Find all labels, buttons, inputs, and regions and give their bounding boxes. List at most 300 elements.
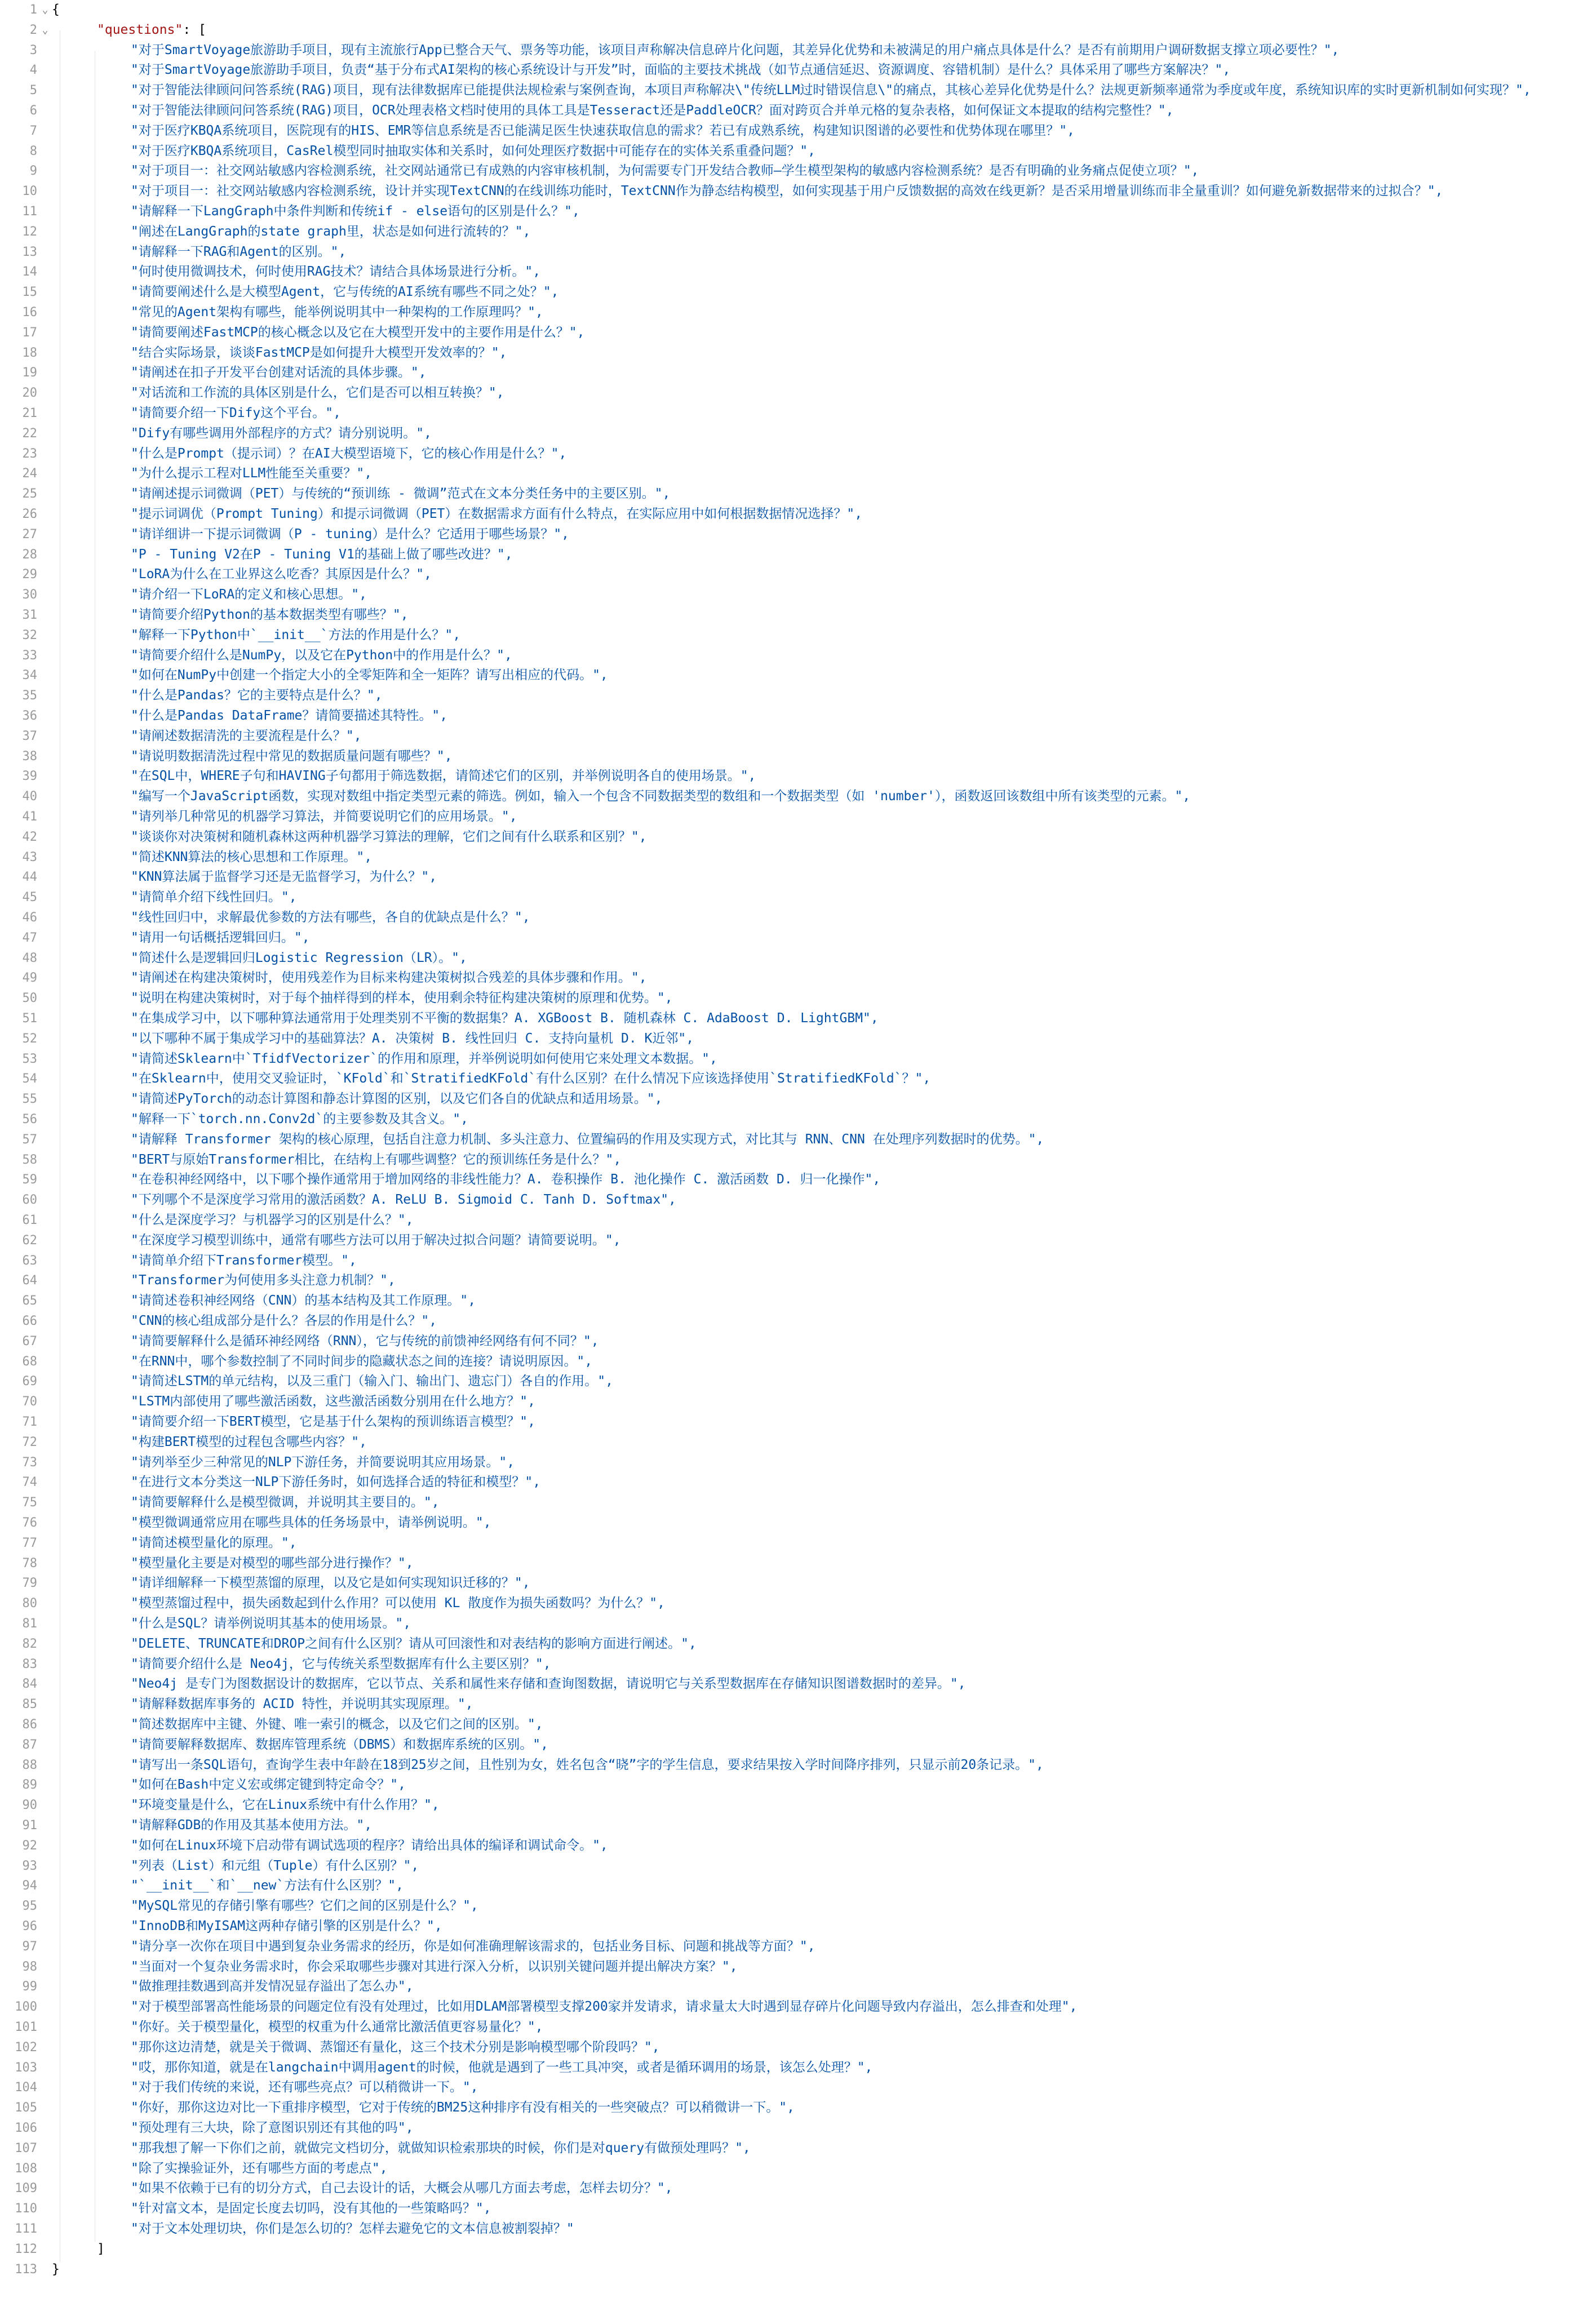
- code-line: [0, 1594, 1596, 1614]
- line-number: 27: [22, 527, 37, 542]
- line-number: 34: [22, 668, 37, 683]
- line-number: 1: [29, 3, 37, 17]
- question-string: "Dify有哪些调用外部程序的方式？请分别说明。",: [131, 425, 432, 441]
- question-string: "对于模型部署高性能场景的问题定位有没有处理过，比如用DLAM部署模型支撑200家并发请求，请求量太大时遇到显存碎片化问题导致内存溢出，怎么排查和处理",: [131, 1999, 1078, 2015]
- line-content: [131, 161, 1199, 181]
- line-content: [131, 1856, 419, 1876]
- code-line: [0, 726, 1596, 747]
- line-content: [131, 2139, 751, 2159]
- line-content: [131, 1311, 437, 1332]
- code-line: [0, 2038, 1596, 2058]
- code-line: [0, 565, 1596, 585]
- line-content: [131, 1291, 476, 1311]
- code-line: [0, 141, 1596, 162]
- question-string: "什么是Prompt（提示词）？在AI大模型语境下，它的核心作用是什么？",: [131, 446, 567, 461]
- code-line: [0, 2219, 1596, 2239]
- line-content: [131, 141, 815, 162]
- question-string: "如何在Linux环境下启动带有调试选项的程序？请给出具体的编译和调试命令。",: [131, 1838, 608, 1853]
- line-number: 84: [22, 1677, 37, 1692]
- code-line: [0, 2179, 1596, 2199]
- question-string: "对于项目一：社交网站敏感内容检测系统，设计并实现TextCNN的在线训练功能时，TextCNN作为静态结构模型，如何实现基于用户反馈数据的高效在线更新？是否采用增量训练而非全量重训？如何避免新数据带来的过拟合？",: [131, 184, 1443, 199]
- line-number: 9: [29, 164, 37, 179]
- line-content: [131, 121, 1075, 141]
- line-number: 61: [22, 1213, 37, 1227]
- line-number: 62: [22, 1233, 37, 1248]
- line-content: [131, 1836, 608, 1856]
- question-string: "KNN算法属于监督学习还是无监督学习，为什么？",: [131, 869, 437, 885]
- line-content: [131, 1795, 440, 1816]
- code-line: [0, 121, 1596, 141]
- line-content: [131, 2219, 574, 2239]
- code-line: [0, 2058, 1596, 2078]
- line-content: [131, 1170, 880, 1190]
- line-content: [131, 1251, 357, 1271]
- line-content: [131, 1150, 621, 1170]
- question-string: "哎，那你知道，就是在langchain中调用agent的时候，他就是遇到了一些工具冲突，或者是循环调用的场景，该怎么处理？",: [131, 2060, 873, 2075]
- question-string: "对于我们传统的来说，还有哪些亮点？可以稍微讲一下。",: [131, 2080, 478, 2095]
- code-line: [0, 303, 1596, 323]
- question-string: "BERT与原始Transformer相比，在结构上有哪些调整？它的预训练任务是什么？",: [131, 1152, 622, 1167]
- line-content: [131, 686, 383, 706]
- line-number: 32: [22, 628, 37, 642]
- line-content: [131, 383, 504, 403]
- line-content: [131, 766, 756, 787]
- line-content: [131, 1130, 1044, 1150]
- question-string: "请简述卷积神经网络（CNN）的基本结构及其工作原理。",: [131, 1293, 476, 1308]
- line-content: [131, 1352, 592, 1372]
- question-string: "请解释一下LangGraph中条件判断和传统if - else语句的区别是什么？",: [131, 204, 580, 219]
- question-string: "如果不依赖于已有的切分方式，自己去设计的话，大概会从哪几方面去考虑，怎样去切分？",: [131, 2181, 673, 2196]
- question-string: "那你这边清楚，就是关于微调、蒸馏还有量化，这三个技术分别是影响模型哪个阶段吗？",: [131, 2039, 660, 2055]
- code-line: [0, 1715, 1596, 1735]
- code-line: [0, 1735, 1596, 1755]
- line-content: [131, 585, 367, 605]
- code-line: [0, 1291, 1596, 1311]
- line-content: [131, 827, 647, 848]
- line-number: 101: [15, 2020, 37, 2034]
- question-string: "P - Tuning V2在P - Tuning V1的基础上做了哪些改进？",: [131, 547, 513, 562]
- code-line: [0, 484, 1596, 504]
- code-line: [0, 1856, 1596, 1876]
- line-number: 89: [22, 1778, 37, 1793]
- code-line: [0, 504, 1596, 525]
- line-content: [131, 646, 512, 666]
- line-content: [131, 41, 1339, 61]
- code-line: [0, 1311, 1596, 1332]
- question-string: "对于文本处理切块，你们是怎么切的？怎样去避免它的文本信息被割裂掉？": [131, 2221, 574, 2236]
- line-content: [131, 1271, 396, 1291]
- line-number: 49: [22, 971, 37, 986]
- line-content: [131, 968, 647, 988]
- question-string: "请用一句话概括逻辑回归。",: [131, 930, 310, 945]
- question-string: "何时使用微调技术，何时使用RAG技术？请结合具体场景进行分析。",: [131, 264, 541, 280]
- line-number: 47: [22, 930, 37, 945]
- line-content: [131, 504, 862, 525]
- code-line: [0, 1836, 1596, 1856]
- code-line: [0, 464, 1596, 484]
- question-string: "编写一个JavaScript函数，实现对数组中指定类型元素的筛选。例如，输入一个包含不同数据类型的数组和一个数据类型（如 'number'），函数返回该数组中所有该类型的元素。",: [131, 789, 1191, 804]
- line-content: [131, 787, 1190, 807]
- code-line: [0, 1029, 1596, 1049]
- line-number: 76: [22, 1516, 37, 1530]
- line-number: 74: [22, 1475, 37, 1490]
- line-content: [131, 343, 507, 363]
- question-string: "对于SmartVoyage旅游助手项目，现有主流旅行App已整合天气、票务等功能，该项目声称解决信息碎片化问题，其差异化优势和未被满足的用户痛点具体是什么？是否有前期用户调研数据支撑立项必要性？",: [131, 42, 1340, 57]
- code-line: [0, 202, 1596, 222]
- line-content: [131, 1372, 613, 1392]
- line-number: 2: [29, 23, 37, 37]
- question-string: "构建BERT模型的过程包含哪些内容？",: [131, 1434, 367, 1449]
- code-line: [0, 1816, 1596, 1836]
- code-line: [0, 1392, 1596, 1412]
- code-line: [0, 262, 1596, 282]
- line-number: 97: [22, 1939, 37, 1954]
- line-number: 82: [22, 1636, 37, 1651]
- code-line: [0, 1896, 1596, 1917]
- question-string: "对于SmartVoyage旅游助手项目，负责“基于分布式AI架构的核心系统设计与开发”时，面临的主要技术挑战（如节点通信延迟、资源调度、容错机制）是什么？具体采用了哪些方案解决？",: [131, 63, 1231, 78]
- question-string: "结合实际场景，谈谈FastMCP是如何提升大模型开发效率的？",: [131, 345, 507, 360]
- line-number: 55: [22, 1092, 37, 1107]
- line-content: [131, 303, 543, 323]
- code-line: [0, 747, 1596, 767]
- code-line: [0, 1493, 1596, 1513]
- question-string: "针对富文本，是固定长度去切吗，没有其他的一些策略吗？",: [131, 2201, 491, 2216]
- code-line: [0, 766, 1596, 787]
- line-number: 73: [22, 1455, 37, 1470]
- code-line: [0, 1150, 1596, 1170]
- line-number: 39: [22, 769, 37, 784]
- line-number: 57: [22, 1132, 37, 1147]
- question-string: "在深度学习模型训练中，通常有哪些方法可以用于解决过拟合问题？请简要说明。",: [131, 1232, 621, 1248]
- line-content: [131, 1029, 694, 1049]
- code-line: [0, 1231, 1596, 1251]
- code-line: [0, 1332, 1596, 1352]
- line-number: 72: [22, 1435, 37, 1449]
- question-string: "那我想了解一下你们之前，就做完文档切分，就做知识检索那块的时候，你们是对query有做预处理吗？",: [131, 2140, 751, 2155]
- line-number: 51: [22, 1012, 37, 1026]
- line-content: [131, 948, 467, 969]
- code-line: [0, 1937, 1596, 1957]
- line-number: 8: [29, 144, 37, 158]
- line-number: 94: [22, 1879, 37, 1893]
- line-content: [131, 988, 673, 1009]
- line-content: [131, 1694, 473, 1715]
- code-line: [0, 383, 1596, 403]
- question-string: "阐述在LangGraph的state graph里，状态是如何进行流转的？",: [131, 224, 531, 239]
- question-string: "请简要介绍Python的基本数据类型有哪些？",: [131, 607, 409, 622]
- question-string: "请列举至少三种常见的NLP下游任务，并简要说明其应用场景。",: [131, 1454, 515, 1470]
- code-line: [0, 1917, 1596, 1937]
- line-content: [131, 525, 569, 545]
- question-string: "`__init__`和`__new`方法有什么区别？",: [131, 1878, 404, 1893]
- code-line: [0, 1694, 1596, 1715]
- question-string: "请简要阐述什么是大模型Agent，它与传统的AI系统有哪些不同之处？",: [131, 285, 559, 300]
- line-number: 58: [22, 1152, 37, 1167]
- question-string: "请简要介绍什么是NumPy，以及它在Python中的作用是什么？",: [131, 647, 512, 663]
- code-line: [0, 2017, 1596, 2038]
- line-content: [131, 1554, 414, 1574]
- line-content: [131, 1876, 404, 1896]
- code-line: [0, 625, 1596, 646]
- code-line: [0, 2098, 1596, 2118]
- code-line: [0, 605, 1596, 625]
- question-string: "请阐述提示词微调（PET）与传统的“预训练 - 微调”范式在文本分类任务中的主要区别。",: [131, 486, 671, 502]
- line-number: 45: [22, 890, 37, 905]
- question-string: "请解释GDB的作用及其基本使用方法。",: [131, 1818, 373, 1833]
- line-content: {: [52, 2, 60, 17]
- question-string: "请解释数据库事务的 ACID 特性，并说明其实现原理。",: [131, 1697, 473, 1712]
- line-content: [131, 1412, 535, 1432]
- question-string: "请列举几种常见的机器学习算法，并简要说明它们的应用场景。",: [131, 809, 517, 824]
- code-line: [0, 2139, 1596, 2159]
- code-line: [0, 1069, 1596, 1089]
- line-number: 91: [22, 1818, 37, 1833]
- line-content: [131, 1332, 599, 1352]
- line-number: 75: [22, 1496, 37, 1510]
- question-string: "对于医疗KBQA系统项目，CasRel模型同时抽取实体和关系时，如何处理医疗数据中可能存在的实体关系重叠问题？",: [131, 143, 816, 158]
- line-content: [131, 2017, 543, 2038]
- code-line: [0, 323, 1596, 343]
- line-content: [131, 444, 566, 464]
- code-line: [0, 888, 1596, 908]
- line-content: [131, 202, 580, 222]
- code-line: [0, 181, 1596, 202]
- code-line: [0, 0, 1596, 20]
- question-string: "在进行文本分类这一NLP下游任务时，如何选择合适的特征和模型？",: [131, 1475, 541, 1490]
- question-string: "对于智能法律顾问问答系统(RAG)项目，现有法律数据库已能提供法规检索与案例查询，本项目声称解决\"传统LLM过时错误信息\"的痛点，其核心差异化优势是什么？法规更新频率通常为季度或年度，系统知识库的实时更新机制如何实现？",: [131, 83, 1531, 98]
- code-line: [0, 20, 1596, 41]
- code-line: [0, 343, 1596, 363]
- line-content: [131, 1896, 478, 1917]
- line-content: [131, 1573, 530, 1594]
- code-line: [0, 2199, 1596, 2219]
- line-content: [131, 60, 1230, 81]
- code-line: [0, 686, 1596, 706]
- code-line: [0, 1957, 1596, 1977]
- line-number: 14: [22, 265, 37, 280]
- line-content: [131, 484, 670, 504]
- code-line: [0, 444, 1596, 464]
- line-content: [131, 222, 531, 242]
- line-number: 5: [29, 83, 37, 98]
- question-string: "请解释 Transformer 架构的核心原理，包括自注意力机制、多头注意力、位置编码的作用及实现方式，对比其与 RNN、CNN 在处理序列数据时的优势。",: [131, 1132, 1044, 1147]
- line-number: 46: [22, 911, 37, 925]
- question-string: "请简要解释什么是循环神经网络（RNN），它与传统的前馈神经网络有何不同？",: [131, 1333, 599, 1348]
- line-number: 99: [22, 1980, 37, 1994]
- line-content: [131, 2038, 660, 2058]
- code-line: [0, 2239, 1596, 2260]
- line-number: 53: [22, 1052, 37, 1066]
- code-line: [0, 282, 1596, 303]
- question-string: "请简要介绍什么是 Neo4j，它与传统关系型数据库有什么主要区别？",: [131, 1656, 551, 1671]
- question-string: "模型蒸馏过程中，损失函数起到什么作用？可以使用 KL 散度作为损失函数吗？为什么？",: [131, 1596, 665, 1611]
- line-content: [131, 1049, 717, 1070]
- line-content: [131, 848, 372, 868]
- line-number: 48: [22, 951, 37, 965]
- line-number: 102: [15, 2040, 37, 2055]
- line-content: [131, 1453, 515, 1473]
- line-number: 10: [22, 184, 37, 199]
- line-content: [131, 1210, 414, 1231]
- line-number: 77: [22, 1536, 37, 1550]
- line-content: [131, 464, 372, 484]
- line-content: [131, 1432, 367, 1453]
- question-string: "对于项目一：社交网站敏感内容检测系统，社交网站通常已有成熟的内容审核机制，为何需要专门开发结合教师—学生模型架构的敏感内容检测系统？是否有明确的业务痛点促使立项？",: [131, 163, 1199, 179]
- question-string: "请阐述在扣子开发平台创建对话流的具体步骤。",: [131, 365, 427, 380]
- question-string: "对于医疗KBQA系统项目，医院现有的HIS、EMR等信息系统是否已能满足医生快速获取信息的需求？若已有成熟系统，构建知识图谱的必要性和优势体现在哪里？",: [131, 123, 1075, 138]
- fold-chevron-icon[interactable]: ⌄: [42, 4, 48, 16]
- line-number: 80: [22, 1596, 37, 1611]
- line-content: [131, 565, 432, 585]
- question-string: "请阐述数据清洗的主要流程是什么？",: [131, 728, 362, 743]
- line-number: 23: [22, 446, 37, 461]
- code-line: [0, 646, 1596, 666]
- question-string: "预处理有三大块，除了意图识别还有其他的吗",: [131, 2120, 414, 2135]
- code-line: [0, 1372, 1596, 1392]
- line-number: 21: [22, 406, 37, 420]
- code-line: [0, 161, 1596, 181]
- line-content: [131, 1755, 1044, 1776]
- code-line: [0, 1795, 1596, 1816]
- line-content: [131, 625, 460, 646]
- code-line: [0, 787, 1596, 807]
- line-number: 88: [22, 1758, 37, 1772]
- code-line: [0, 525, 1596, 545]
- question-string: "以下哪种不属于集成学习中的基础算法？A. 决策树 B. 线性回归 C. 支持向量机 D. K近邻",: [131, 1031, 694, 1046]
- line-content: [131, 242, 346, 263]
- code-line: [0, 1876, 1596, 1896]
- question-string: "在SQL中，WHERE子句和HAVING子句都用于筛选数据，请简述它们的区别，并举例说明各自的使用场景。",: [131, 769, 756, 784]
- line-content: [131, 726, 362, 747]
- question-string: "请介绍一下LoRA的定义和核心思想。",: [131, 587, 367, 602]
- question-string: "请简要阐述FastMCP的核心概念以及它在大模型开发中的主要作用是什么？",: [131, 325, 585, 340]
- line-number: 17: [22, 325, 37, 340]
- question-string: "常见的Agent架构有哪些，能举例说明其中一种架构的工作原理吗？",: [131, 305, 543, 320]
- code-line: [0, 41, 1596, 61]
- line-number: 37: [22, 729, 37, 743]
- question-string: "Neo4j 是专门为图数据设计的数据库，它以节点、关系和属性来存储和查询图数据，请说明它与关系型数据库在存储知识图谱数据时的差异。",: [131, 1676, 966, 1692]
- line-content: [131, 1231, 621, 1251]
- question-string: "说明在构建决策树时，对于每个抽样得到的样本，使用剩余特征构建决策树的原理和优势。",: [131, 991, 673, 1006]
- line-number: 20: [22, 386, 37, 401]
- question-string: "请简要解释数据库、数据库管理系统（DBMS）和数据库系统的区别。",: [131, 1737, 548, 1752]
- line-number: 83: [22, 1657, 37, 1671]
- line-content: [131, 2058, 872, 2078]
- line-number: 41: [22, 810, 37, 824]
- code-line: [0, 1755, 1596, 1776]
- line-number: 65: [22, 1294, 37, 1308]
- line-content: [97, 20, 206, 41]
- code-line: [0, 1997, 1596, 2017]
- line-number: 112: [15, 2242, 37, 2256]
- line-number: 64: [22, 1274, 37, 1288]
- question-string: "请阐述在构建决策树时，使用残差作为目标来构建决策树拟合残差的具体步骤和作用。",: [131, 970, 647, 986]
- line-number: 35: [22, 689, 37, 703]
- line-content: [131, 1775, 406, 1795]
- line-number: 93: [22, 1858, 37, 1873]
- line-number: 52: [22, 1031, 37, 1046]
- line-content: [131, 1089, 662, 1110]
- question-string: "如何在Bash中定义宏或绑定键到特定命令？",: [131, 1777, 406, 1793]
- code-line: [0, 1210, 1596, 1231]
- code-line: [0, 585, 1596, 605]
- question-string: "请写出一条SQL语句，查询学生表中年龄在18到25岁之间，且性别为女，姓名包含“晓”字的学生信息，要求结果按入学时间降序排列，只显示前20条记录。",: [131, 1757, 1044, 1772]
- line-number: 15: [22, 285, 37, 300]
- code-line: [0, 363, 1596, 383]
- line-content: }: [52, 2261, 60, 2277]
- code-line: [0, 1634, 1596, 1654]
- line-content: [131, 1392, 535, 1412]
- line-number: 63: [22, 1253, 37, 1268]
- line-number: 44: [22, 870, 37, 885]
- code-line: [0, 1513, 1596, 1533]
- code-line: [0, 403, 1596, 424]
- line-content: [131, 605, 409, 625]
- code-line: [0, 1533, 1596, 1554]
- line-content: [131, 1513, 491, 1533]
- question-string: "CNN的核心组成部分是什么？各层的作用是什么？",: [131, 1314, 437, 1328]
- question-string: "请分享一次你在项目中遇到复杂业务需求的经历，你是如何准确理解该需求的，包括业务目标、问题和挑战等方面？",: [131, 1938, 815, 1954]
- line-content: [131, 1533, 297, 1554]
- line-number: 105: [15, 2101, 37, 2115]
- question-string: "请简要解释什么是模型微调，并说明其主要目的。",: [131, 1495, 440, 1510]
- question-string: "环境变量是什么，它在Linux系统中有什么作用？",: [131, 1798, 440, 1813]
- code-line: [0, 1472, 1596, 1493]
- line-content: [131, 1614, 411, 1634]
- line-number: 6: [29, 104, 37, 118]
- line-number: 69: [22, 1374, 37, 1389]
- code-line: [0, 242, 1596, 263]
- line-content: [131, 706, 447, 726]
- line-content: [131, 1594, 665, 1614]
- question-string: "请简单介绍下线性回归。",: [131, 890, 297, 905]
- question-string: "模型微调通常应用在哪些具体的任务场景中，请举例说明。",: [131, 1515, 491, 1530]
- line-number: 108: [15, 2161, 37, 2176]
- fold-chevron-icon[interactable]: ⌄: [42, 24, 48, 36]
- line-number: 18: [22, 345, 37, 360]
- line-content: [131, 1110, 468, 1130]
- line-number: 38: [22, 749, 37, 764]
- line-number: 90: [22, 1798, 37, 1813]
- code-line: [0, 807, 1596, 827]
- line-number: 81: [22, 1617, 37, 1631]
- line-content: [131, 1735, 548, 1755]
- line-number: 111: [15, 2222, 37, 2236]
- code-line: [0, 1170, 1596, 1190]
- code-line: [0, 1130, 1596, 1150]
- question-string: "请说明数据清洗过程中常见的数据质量问题有哪些？",: [131, 748, 453, 764]
- line-number: 67: [22, 1334, 37, 1348]
- line-content: [131, 81, 1531, 101]
- question-string: "当面对一个复杂业务需求时，你会采取哪些步骤对其进行深入分析，以识别关键问题并提出解决方案？",: [131, 1959, 738, 1974]
- code-line: [0, 988, 1596, 1009]
- code-line: [0, 867, 1596, 888]
- line-number: 113: [15, 2262, 37, 2277]
- question-string: "对于智能法律顾问问答系统(RAG)项目，OCR处理表格文档时使用的具体工具是Tesseract还是PaddleOCR？面对跨页合并单元格的复杂表格，如何保证文本提取的结构完整性？",: [131, 103, 1174, 118]
- line-number: 16: [22, 305, 37, 320]
- line-content: [131, 282, 558, 303]
- code-line: [0, 1251, 1596, 1271]
- code-line: [0, 827, 1596, 848]
- line-number: 54: [22, 1072, 37, 1086]
- code-line: [0, 1573, 1596, 1594]
- line-content: [131, 867, 437, 888]
- line-number: 3: [29, 43, 37, 57]
- question-string: "为什么提示工程对LLM性能至关重要？",: [131, 466, 373, 481]
- line-number: 42: [22, 829, 37, 844]
- question-string: "请简述LSTM的单元结构，以及三重门（输入门、输出门、遗忘门）各自的作用。",: [131, 1374, 613, 1389]
- question-string: "在集成学习中，以下哪种算法通常用于处理类别不平衡的数据集？A. XGBoost B. 随机森林 C. AdaBoost D. LightGBM",: [131, 1011, 879, 1026]
